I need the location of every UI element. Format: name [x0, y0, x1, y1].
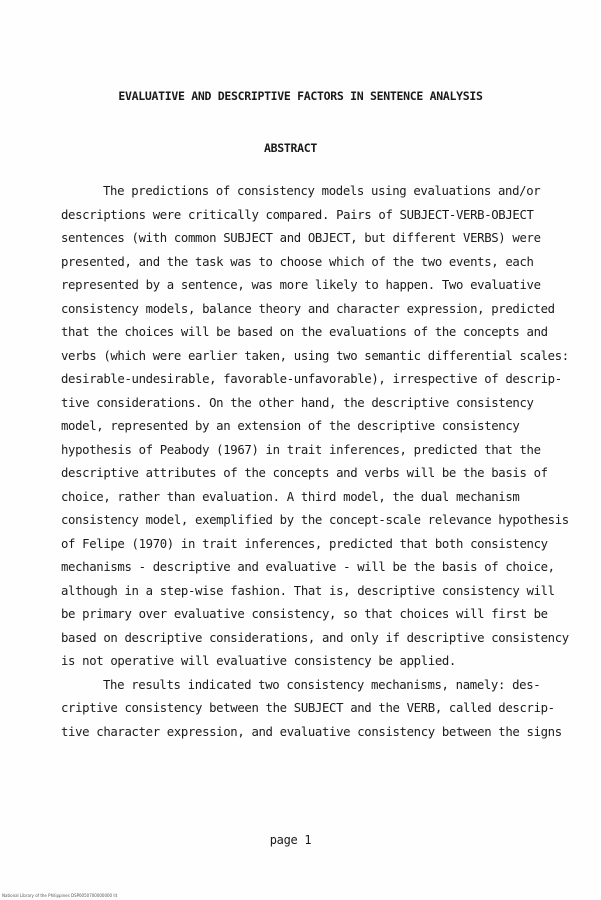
text-line: based on descriptive considerations, and only if descriptive consistency [61, 630, 569, 645]
abstract-body [61, 180, 569, 744]
text-line: desirable-undesirable, favorable-unfavorable), irrespective of descrip- [61, 372, 562, 386]
document-title: EVALUATIVE AND DESCRIPTIVE FACTORS IN SENTENCE ANALYSIS [118, 89, 483, 103]
text-line: be primary over evaluative consistency, so that choices will first be [61, 607, 548, 621]
archive-stamp: National Library of the Philippines DSP0050700000000 lit [2, 893, 118, 898]
page-number: page 1 [269, 833, 312, 847]
text-line: descriptive attributes of the concepts and verbs will be the basis of [61, 466, 548, 480]
text-line: model, represented by an extension of the descriptive consistency [61, 419, 520, 433]
text-line: consistency models, balance theory and character expression, predicted [61, 301, 555, 316]
section-heading: ABSTRACT [264, 141, 317, 155]
text-line: The results indicated two consistency mechanisms, namely: des- [103, 677, 541, 692]
text-line: mechanisms - descriptive and evaluative - will be the basis of choice, [61, 560, 555, 574]
text-line: hypothesis of Peabody (1967) in trait inferences, predicted that the [61, 442, 541, 457]
text-line: is not operative will evaluative consistency be applied. [61, 654, 456, 668]
text-line: although in a step-wise fashion. That is, descriptive consistency will [61, 583, 555, 598]
text-line: presented, and the task was to choose which of the two events, each [61, 254, 534, 269]
text-line: consistency model, exemplified by the concept-scale relevance hypothesis [61, 513, 569, 527]
text-line: of Felipe (1970) in trait inferences, predicted that both consistency [61, 536, 548, 551]
text-line: tive character expression, and evaluative consistency between the signs [61, 724, 562, 739]
text-line: represented by a sentence, was more likely to happen. Two evaluative [61, 278, 541, 292]
text-line: The predictions of consistency models using evaluations and/or [103, 184, 541, 198]
text-line: verbs (which were earlier taken, using two semantic differential scales: [61, 348, 569, 363]
text-line: descriptions were critically compared. Pairs of SUBJECT-VERB-OBJECT [61, 207, 534, 222]
text-line: criptive consistency between the SUBJECT and the VERB, called descrip- [61, 701, 555, 715]
text-line: choice, rather than evaluation. A third model, the dual mechanism [61, 489, 520, 504]
text-line: tive considerations. On the other hand, the descriptive consistency [61, 395, 534, 410]
text-line: sentences (with common SUBJECT and OBJECT, but different VERBS) were [61, 231, 541, 245]
text-line: that the choices will be based on the evaluations of the concepts and [61, 325, 548, 339]
